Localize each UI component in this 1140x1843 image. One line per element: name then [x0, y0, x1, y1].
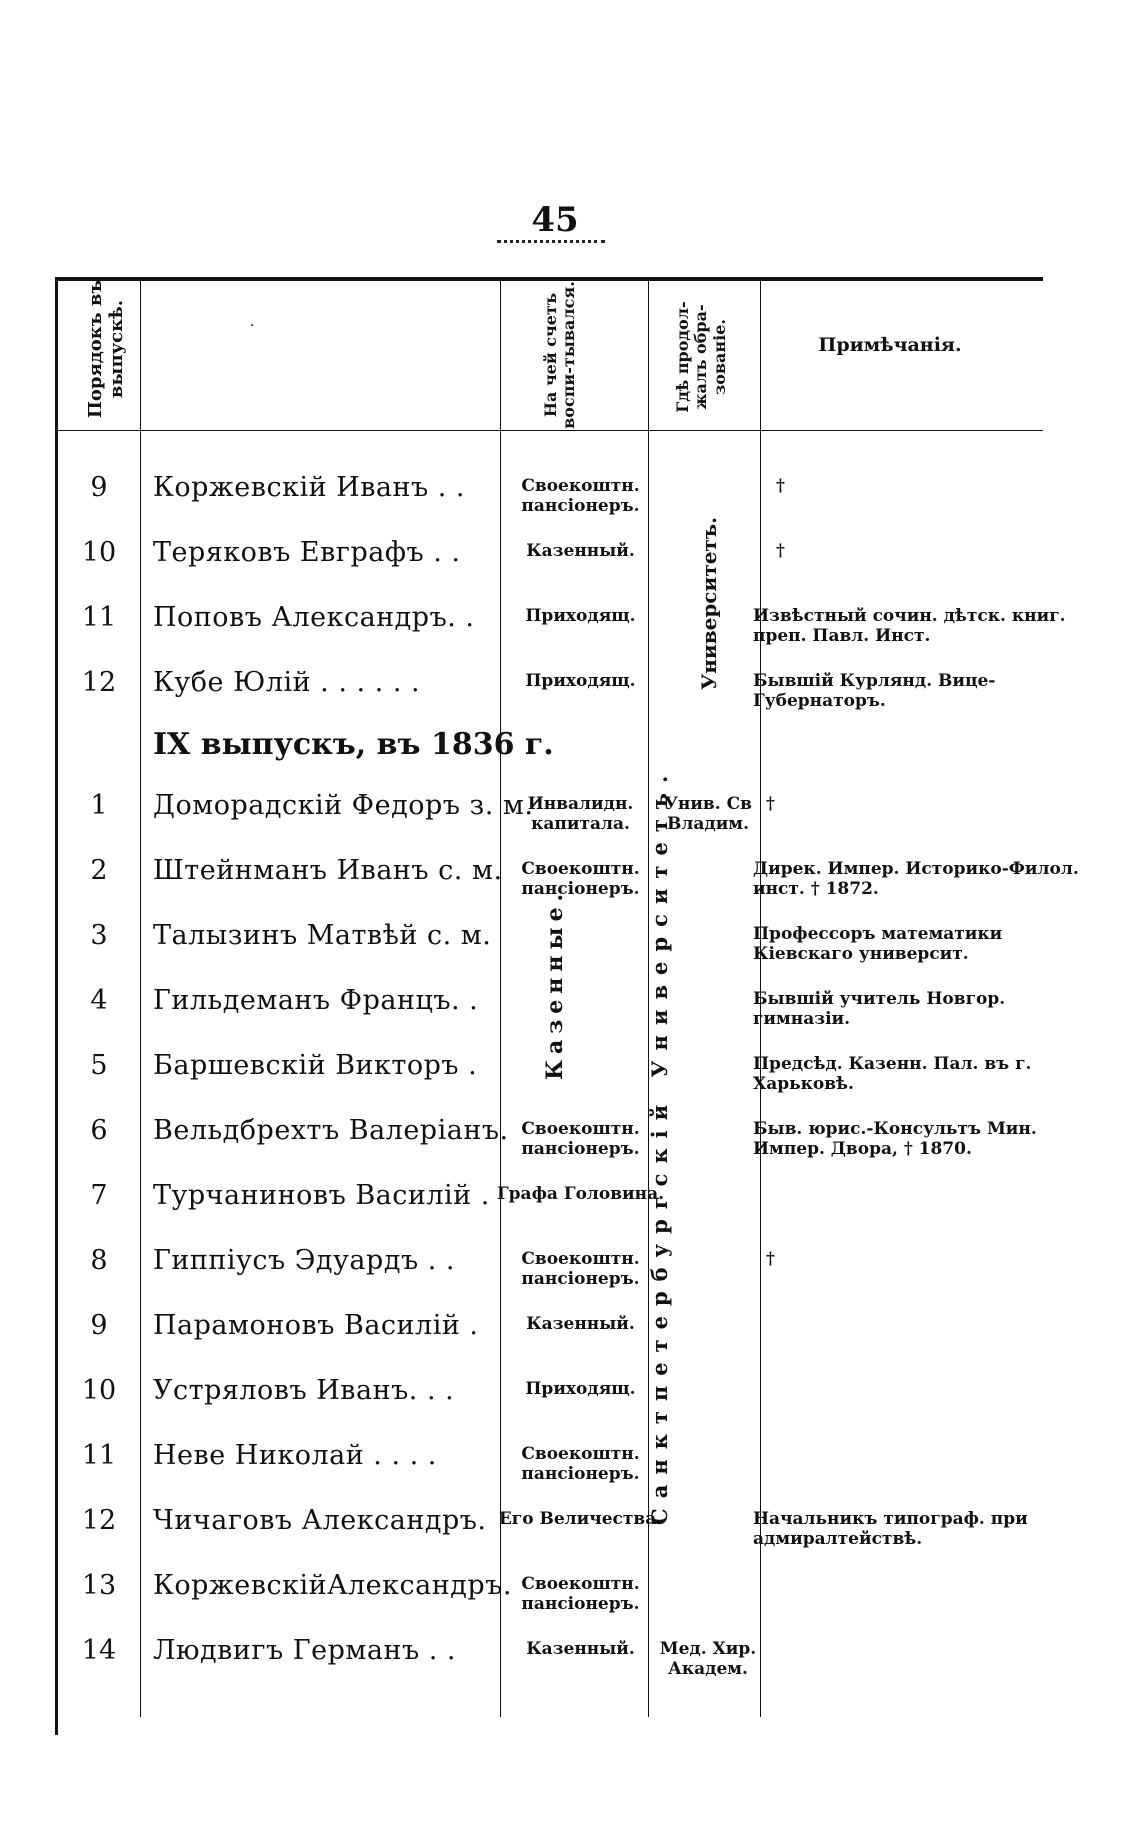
- tuition-type: Своекоштн. пансіонеръ.: [521, 1249, 640, 1290]
- header-order: Порядокъ въ выпускѣ.: [85, 279, 127, 419]
- table-row: [58, 1115, 1038, 1179]
- row-number: 5: [90, 1050, 108, 1081]
- note: Начальникъ типограф. при адмиралтействѣ.: [753, 1509, 1028, 1550]
- table-row: [58, 1310, 1038, 1374]
- note: Быв. юрис.-Консультъ Мин. Импер. Двора, † 1870.: [753, 1119, 1037, 1160]
- student-name: Доморадскій Федоръ з. м.: [153, 790, 534, 821]
- tuition-type: Инвалидн. капитала.: [527, 794, 634, 835]
- student-name: Поповъ Александръ. .: [153, 602, 475, 633]
- row-number: 10: [81, 1375, 117, 1406]
- student-name: Чичаговъ Александръ.: [153, 1505, 487, 1536]
- tuition-type: Своекоштн. пансіонеръ.: [521, 1119, 640, 1160]
- table-row: [58, 1635, 1038, 1699]
- table-row: [58, 1375, 1038, 1439]
- student-name: Гильдеманъ Францъ. .: [153, 985, 479, 1016]
- student-name: Штейнманъ Иванъ с. м.: [153, 855, 503, 886]
- tuition-type: Своекоштн. пансіонеръ.: [521, 1574, 640, 1615]
- student-name: Баршевскій Викторъ .: [153, 1050, 478, 1081]
- row-number: 2: [90, 855, 108, 886]
- table-row: [58, 1180, 1038, 1244]
- row-number: 13: [81, 1570, 117, 1601]
- table-row: [58, 920, 1038, 984]
- student-name: Вельдбрехтъ Валеріанъ.: [153, 1115, 509, 1146]
- row-number: 12: [81, 1505, 117, 1536]
- table-row: [58, 790, 1038, 854]
- table-row: [58, 1245, 1038, 1309]
- tuition-type: Казенный.: [526, 1314, 635, 1334]
- row-number: 11: [81, 602, 117, 633]
- table-row: [58, 537, 1038, 601]
- note: Профессоръ математики Кіевскаго университ.: [753, 924, 1003, 965]
- note: Бывшій Курлянд. Вице-Губернаторъ.: [753, 671, 996, 712]
- continued-education: Унив. Св Владим.: [664, 794, 752, 835]
- student-name: Неве Николай . . . .: [153, 1440, 437, 1471]
- row-number: 8: [90, 1245, 108, 1276]
- tuition-type: Его Величества.: [498, 1509, 663, 1529]
- table-row: [58, 602, 1066, 666]
- note: Бывшій учитель Новгор. гимназіи.: [753, 989, 1006, 1030]
- note: Предсѣд. Казенн. Пал. въ г. Харьковѣ.: [753, 1054, 1032, 1095]
- group2-university-label: Санктпетербургскій Университетъ.: [647, 765, 672, 1525]
- row-number: 7: [90, 1180, 108, 1211]
- student-name: Кубе Юлій . . . . . .: [153, 667, 421, 698]
- header-continued-education: Гдѣ продол-жалъ обра-зованіе.: [673, 301, 729, 413]
- note: Дирек. Импер. Историко-Филол. инст. † 1872.: [753, 859, 1079, 900]
- table-row: [58, 667, 1038, 731]
- table-row: [58, 1570, 1038, 1634]
- header-paid-by: На чей счетъ воспи-тывался.: [541, 281, 579, 429]
- header-dot: ·: [250, 318, 255, 334]
- note: Извѣстный сочин. дѣтск. книг. преп. Павл. Инст.: [753, 606, 1066, 647]
- student-name: Парамоновъ Василій .: [153, 1310, 479, 1341]
- tuition-type: Приходящ.: [525, 606, 636, 626]
- table-header-divider: [55, 430, 1043, 431]
- tuition-type: Приходящ.: [525, 1379, 636, 1399]
- table-row: [58, 1440, 1038, 1504]
- page-number: 45: [531, 200, 579, 240]
- row-number: 1: [90, 790, 108, 821]
- header-notes: Примѣчанія.: [818, 334, 962, 356]
- table-row: [58, 472, 1038, 536]
- student-name: Гиппіусъ Эдуардъ . .: [153, 1245, 455, 1276]
- row-number: 4: [90, 985, 108, 1016]
- student-name: Устряловъ Иванъ. . .: [153, 1375, 455, 1406]
- group2-paid-label: Казенные.: [542, 887, 568, 1080]
- row-number: 12: [81, 667, 117, 698]
- student-name: Коржевскій Иванъ . .: [153, 472, 466, 503]
- student-name: Турчаниновъ Василій .: [153, 1180, 490, 1211]
- tuition-type: Приходящ.: [525, 671, 636, 691]
- table-row: [58, 1505, 1038, 1569]
- student-name: Теряковъ Евграфъ . .: [153, 537, 461, 568]
- note: †: [776, 476, 785, 496]
- continued-education: Мед. Хир. Академ.: [659, 1639, 757, 1680]
- note: †: [776, 541, 785, 561]
- section-title: IX выпускъ, въ 1836 г.: [153, 727, 554, 762]
- row-number: 9: [90, 1310, 108, 1341]
- row-number: 11: [81, 1440, 117, 1471]
- student-name: КоржевскійАлександръ.: [153, 1570, 512, 1601]
- group1-university-label: Университетъ.: [697, 516, 721, 690]
- table-row: [58, 855, 1079, 919]
- student-name: Людвигъ Германъ . .: [153, 1635, 457, 1666]
- row-number: 14: [81, 1635, 117, 1666]
- tuition-type: Своекоштн. пансіонеръ.: [521, 859, 640, 900]
- tuition-type: Своекоштн. пансіонеръ.: [521, 476, 640, 517]
- page-number-underline: [497, 240, 605, 243]
- student-name: Талызинъ Матвѣй с. м.: [153, 920, 492, 951]
- tuition-type: Графа Головина.: [496, 1184, 665, 1204]
- table-row: [58, 985, 1038, 1049]
- tuition-type: Казенный.: [526, 1639, 635, 1659]
- note: †: [766, 794, 775, 814]
- table-row: [58, 1050, 1038, 1114]
- row-number: 6: [90, 1115, 108, 1146]
- row-number: 9: [90, 472, 108, 503]
- row-number: 3: [90, 920, 108, 951]
- tuition-type: Своекоштн. пансіонеръ.: [521, 1444, 640, 1485]
- tuition-type: Казенный.: [526, 541, 635, 561]
- row-number: 10: [81, 537, 117, 568]
- note: †: [766, 1249, 775, 1269]
